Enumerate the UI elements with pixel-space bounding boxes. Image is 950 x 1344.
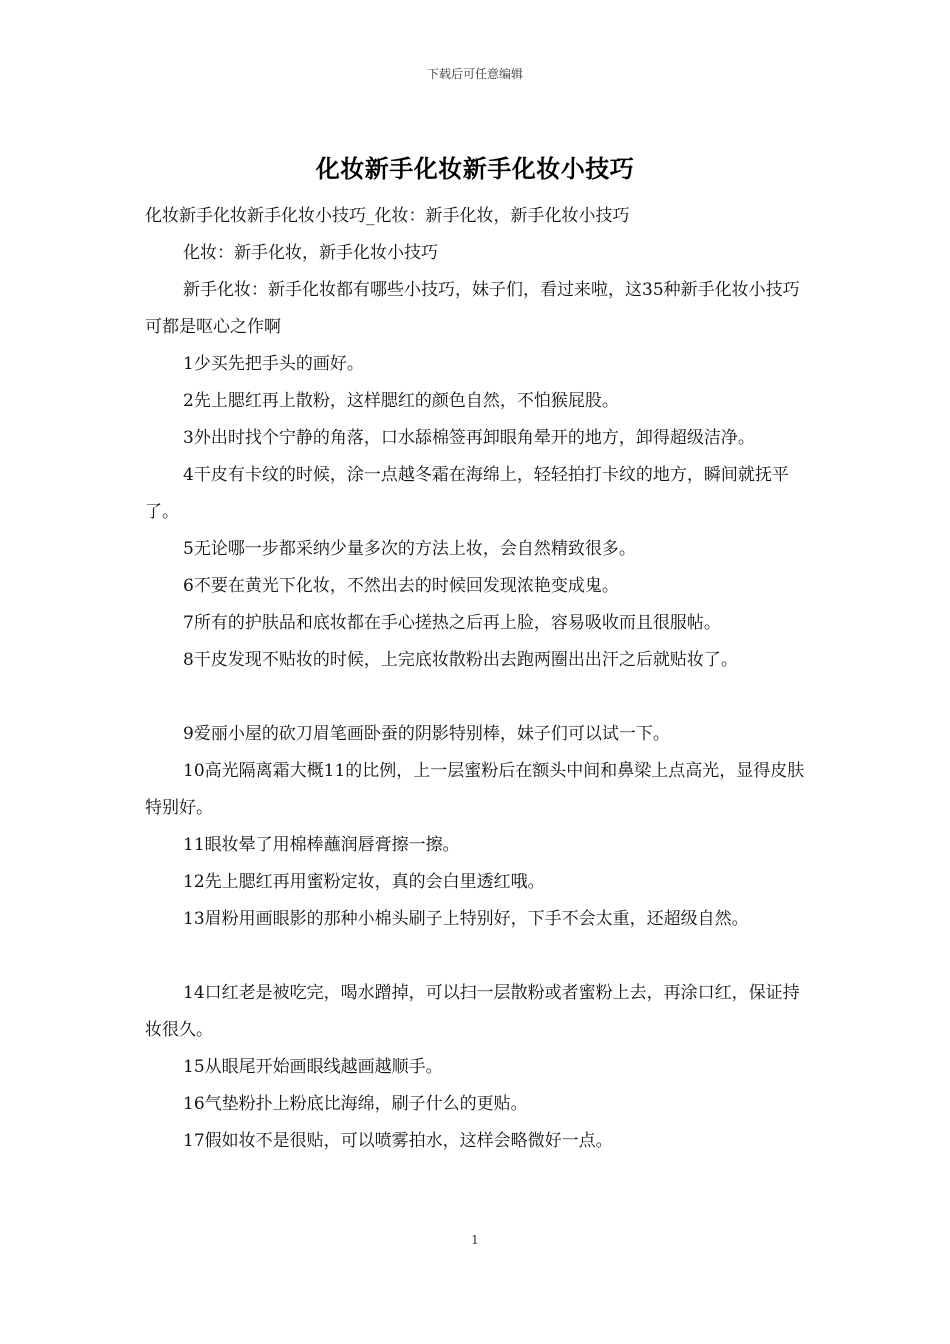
- document-title: 化妆新手化妆新手化妆小技巧: [315, 154, 635, 183]
- tip-2: 2先上腮红再上散粉，这样腮红的颜色自然，不怕猴屁股。: [183, 391, 619, 411]
- tip-9: 9爱丽小屋的砍刀眉笔画卧蚕的阴影特别棒，妹子们可以试一下。: [183, 724, 670, 744]
- tip-8: 8干皮发现不贴妆的时候，上完底妆散粉出去跑两圈出出汗之后就贴妆了。: [183, 650, 738, 670]
- paragraph-intro-heading: 化妆：新手化妆，新手化妆小技巧: [183, 243, 438, 263]
- tip-7: 7所有的护肤品和底妆都在手心搓热之后再上脸，容易吸收而且很服帖。: [183, 613, 721, 633]
- subtitle-line: 化妆新手化妆新手化妆小技巧_化妆：新手化妆，新手化妆小技巧: [145, 206, 630, 226]
- blank-line: [145, 679, 815, 716]
- tip-13: 13眉粉用画眼影的那种小棉头刷子上特别好，下手不会太重，还超级自然。: [183, 909, 749, 929]
- tip-10: 10高光隔离霜大概11的比例，上一层蜜粉后在额头中间和鼻梁上点高光，显得皮肤特别好。: [145, 761, 805, 818]
- tip-1: 1少买先把手头的画好。: [183, 354, 364, 374]
- tip-4: 4干皮有卡纹的时候，涂一点越冬霜在海绵上，轻轻拍打卡纹的地方，瞬间就抚平了。: [145, 465, 789, 522]
- document-body: [145, 198, 815, 1160]
- tip-3: 3外出时找个宁静的角落，口水舔棉签再卸眼角晕开的地方，卸得超级洁净。: [183, 428, 755, 448]
- tip-17: 17假如妆不是很贴，可以喷雾拍水，这样会略微好一点。: [183, 1131, 613, 1151]
- header-note: 下载后可任意编辑: [426, 67, 523, 81]
- tip-15: 15从眼尾开始画眼线越画越顺手。: [183, 1057, 443, 1077]
- tip-12: 12先上腮红再用蜜粉定妆，真的会白里透红哦。: [183, 872, 545, 892]
- paragraph-intro: 新手化妆：新手化妆都有哪些小技巧，妹子们，看过来啦，这35种新手化妆小技巧可都是呕心之作啊: [145, 280, 800, 337]
- blank-line: [145, 938, 815, 975]
- page-number: 1: [471, 1233, 479, 1247]
- tip-11: 11眼妆晕了用棉棒蘸润唇膏擦一擦。: [183, 835, 460, 855]
- tip-14: 14口红老是被吃完，喝水蹭掉，可以扫一层散粉或者蜜粉上去，再涂口红，保证持妆很久。: [145, 983, 800, 1040]
- tip-5: 5无论哪一步都采纳少量多次的方法上妆，会自然精致很多。: [183, 539, 636, 559]
- tip-16: 16气垫粉扑上粉底比海绵，刷子什么的更贴。: [183, 1094, 528, 1114]
- tip-6: 6不要在黄光下化妆，不然出去的时候回发现浓艳变成鬼。: [183, 576, 619, 596]
